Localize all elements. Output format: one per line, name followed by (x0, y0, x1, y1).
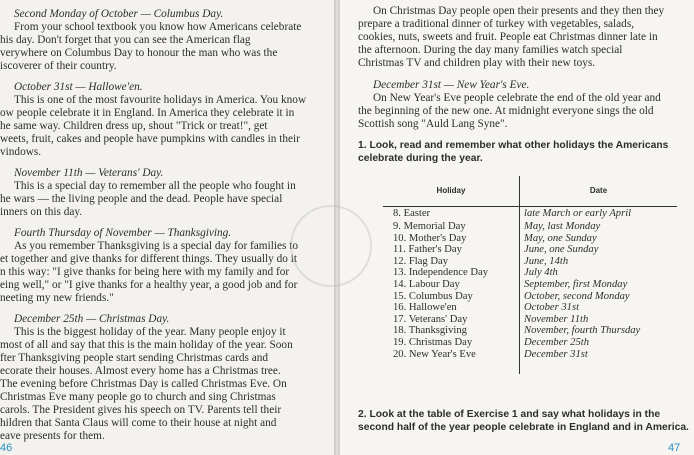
text-line: weets, fruit, cakes and people have pumpkins with candles in their (0, 133, 300, 145)
text-line: eave presents for them. (0, 430, 105, 442)
holiday-cell: 18. Thanksgiving (383, 325, 520, 337)
table-row (383, 302, 677, 314)
table-row (383, 267, 677, 279)
text-line: fter Thanksgiving people start sending Christmas cards and (0, 352, 269, 364)
text-line: This is the biggest holiday of the year. Many people enjoy it (14, 326, 286, 338)
text-line: carols. The President gives his speech on TV. Parents tell their (0, 404, 282, 416)
date-cell: May, last Monday (524, 221, 601, 232)
text-line: neeting my new friends." (0, 292, 114, 304)
date-cell: October 31st (524, 302, 580, 314)
date-cell: December 25th (524, 336, 590, 348)
date-cell: December 31st (524, 348, 588, 360)
text-line: he same way. Children dress up, shout "Trick or treat!", get (0, 120, 268, 132)
text-line: iscoverer of their country. (0, 60, 117, 72)
holiday-cell: 15. Columbus Day (383, 291, 520, 303)
table-row (383, 325, 677, 337)
holidays-table (383, 176, 677, 374)
right-page (340, 0, 694, 455)
watermark-stamp (290, 205, 372, 287)
table-row-spacer (383, 360, 677, 374)
text-line: On Christmas Day people open their presents and they then they (373, 5, 665, 17)
date-cell: June, 14th (524, 255, 569, 267)
text-line: From your school textbook you know how Americans celebrate (14, 21, 302, 33)
holiday-cell: 13. Independence Day (383, 267, 520, 279)
holiday-column-header: Holiday (383, 176, 520, 207)
text-line: prepare a traditional dinner of turkey with vegetables, salads, (358, 18, 635, 30)
exercise-2-heading: 2. Look at the table of Exercise 1 and say what holidays in the (358, 409, 661, 420)
text-line: Scottish song "Auld Lang Syne". (358, 118, 508, 130)
text-line: As you remember Thanksgiving is a special day for families to (14, 240, 299, 252)
holiday-cell: 16. Hallowe'en (383, 302, 520, 314)
holiday-cell: 12. Flag Day (383, 256, 520, 268)
table-row (383, 244, 677, 256)
text-line: inners on this day. (0, 206, 83, 218)
text-line: et together and give thanks for different things. They usually do it (0, 253, 298, 265)
exercise-1-heading: 1. Look, read and remember what other holidays the Americans (358, 140, 669, 151)
exercise-1-heading-cont: celebrate during the year. (358, 153, 483, 164)
heading-halloween: October 31st — Hallowe'en. (14, 81, 143, 93)
exercise-2-heading-cont: second half of the year people celebrate in England and in America. (358, 422, 689, 433)
table-row (383, 207, 677, 222)
holiday-cell: 11. Father's Day (383, 244, 520, 256)
text-line: vindows. (0, 146, 42, 158)
text-line: This is one of the most favourite holidays in America. You know (14, 94, 307, 106)
date-cell: October, second Monday (524, 290, 630, 302)
date-cell: late March or early April (524, 208, 632, 220)
text-line: eing well," or "I give thanks for a healthy year, a good job and for (0, 279, 298, 291)
text-line: This is a special day to remember all the people who fought in (14, 180, 296, 192)
heading-columbus-day: Second Monday of October — Columbus Day. (14, 8, 224, 20)
holiday-cell: 10. Mother's Day (383, 233, 520, 245)
table-row (383, 221, 677, 233)
text-line: On New Year's Eve people celebrate the end of the old year and (373, 92, 661, 104)
table-row (383, 256, 677, 268)
text-line: The evening before Christmas Day is called Christmas Eve. On (0, 378, 287, 390)
text-line: ow people celebrate it in England. In America they celebrate it in (0, 107, 295, 119)
table-row (383, 349, 677, 361)
text-line: cookies, nuts, sweets and fruit. People eat Christmas dinner late in (358, 31, 658, 43)
text-line: the afternoon. During the day many families watch special (358, 44, 623, 56)
table-row (383, 337, 677, 349)
table-row (383, 291, 677, 303)
date-cell: July 4th (524, 267, 558, 279)
heading-new-years-eve: December 31st — New Year's Eve. (373, 79, 530, 91)
table-row (383, 233, 677, 245)
date-cell: November, fourth Thursday (524, 325, 641, 337)
text-line: ecorate their houses. Almost every home has a Christmas tree. (0, 365, 281, 377)
page-number-left: 46 (0, 442, 13, 454)
holiday-cell: 19. Christmas Day (383, 337, 520, 349)
text-line: the beginning of the new one. At midnight everyone sings the old (358, 105, 654, 117)
holiday-cell: 14. Labour Day (383, 279, 520, 291)
table-header-row (383, 176, 677, 207)
text-line: Christmas Eve many people go to church and sing Christmas (0, 391, 276, 403)
text-line: his day. Don't forget that you can see the American flag (0, 34, 251, 46)
table-row (383, 314, 677, 326)
left-page (0, 0, 334, 455)
page-number-right: 47 (668, 442, 681, 454)
holiday-cell: 8. Easter (383, 207, 520, 222)
text-line: verywhere on Columbus Day to honour the man who was the (0, 47, 278, 59)
text-line: Christmas TV and children play with their new toys. (358, 57, 596, 69)
date-column-header: Date (520, 176, 678, 207)
text-line: n this way: "I give thanks for being here with my family and for (0, 266, 290, 278)
date-cell: May, one Sunday (524, 232, 597, 244)
heading-thanksgiving: Fourth Thursday of November — Thanksgiving. (14, 227, 232, 239)
holiday-cell: 17. Veterans' Day (383, 314, 520, 326)
text-line: most of all and say that this is the main holiday of the year. Soon (0, 339, 293, 351)
text-line: he wars — the living people and the dead. People have special (0, 193, 283, 205)
date-cell: June, one Sunday (524, 244, 599, 256)
text-line: hildren that Santa Claus will come to their house at night and (0, 417, 277, 429)
heading-veterans-day: November 11th — Veterans' Day. (14, 167, 164, 179)
holiday-cell: 9. Memorial Day (383, 221, 520, 233)
date-cell: November 11th (524, 313, 589, 325)
table-row (383, 279, 677, 291)
heading-christmas-day: December 25th — Christmas Day. (14, 313, 170, 325)
holiday-cell: 20. New Year's Eve (383, 349, 520, 361)
date-cell: September, first Monday (524, 278, 628, 290)
